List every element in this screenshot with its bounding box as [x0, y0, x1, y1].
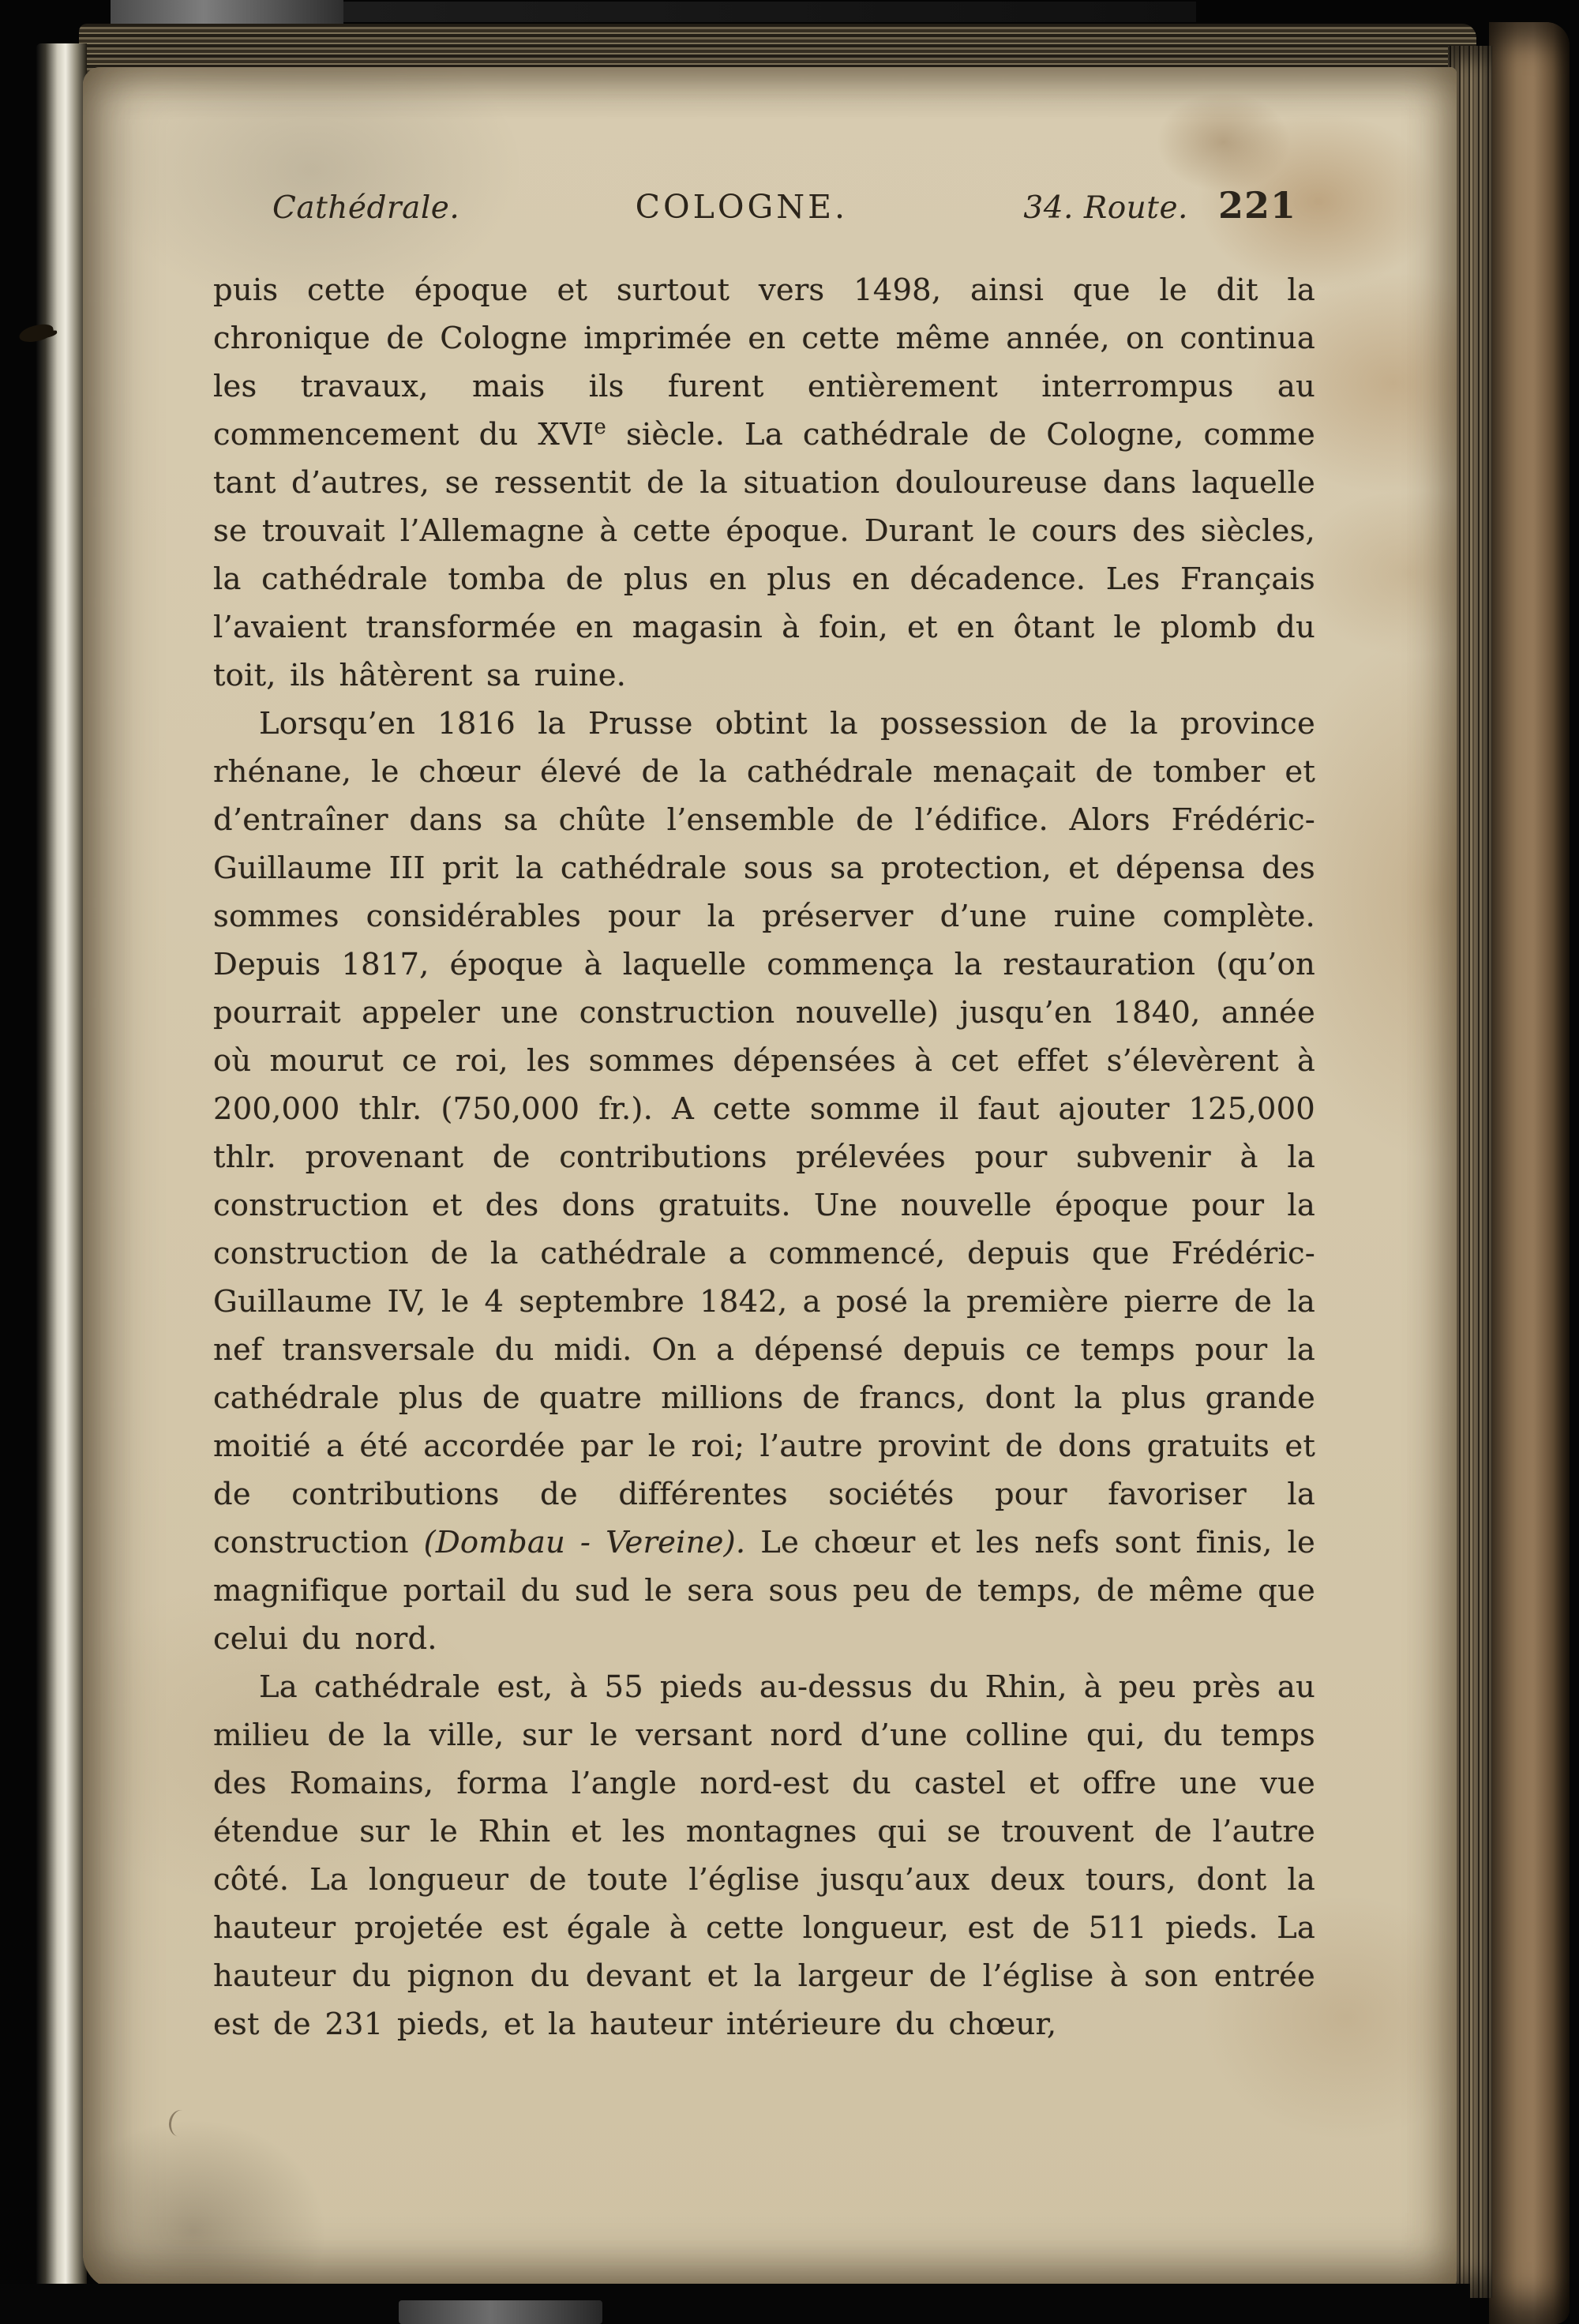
header-section-title: Cathédrale. [272, 190, 460, 226]
paragraph-3-text: La cathédrale est, à 55 pieds au-dessus du Rhin, à peu près au milieu de la ville, sur le versant nord d’une colline qui, du temps des Romains, forma l’angle nord-est du castel et offre une vue étendue sur le Rhin et les montagnes qui se trouvent de l’autre côté. La longueur de toute l’église jusqu’aux deux tours, dont la hauteur projetée est égale à cette longueur, est de 511 pieds. La hauteur du pignon du devant et la largeur de l’église à son entrée est de 231 pieds, et la hauteur intérieure du chœur, [213, 1669, 1315, 2042]
page-edge-left [36, 43, 87, 2290]
bottom-glare [399, 2300, 602, 2324]
page-edges-top [79, 24, 1476, 73]
paragraph-2-text-b: Le chœur et les nefs sont finis, le magnifique portail du sud le sera sous peu de temps, de même que celui du nord. [213, 1525, 1315, 1657]
paragraph-1-superscript: e [594, 415, 606, 440]
header-city-title: COLOGNE. [635, 188, 849, 226]
text-block [213, 266, 1315, 2048]
page-number: 221 [1217, 184, 1296, 227]
header-right-group [1023, 184, 1296, 227]
book-page [83, 67, 1457, 2290]
paragraph-2-italic-term: (Dombau - Vereine). [423, 1525, 746, 1560]
paragraph-1-text-b: siècle. La cathédrale de Cologne, comme tant d’autres, se ressentit de la situation douloureuse dans laquelle se trouvait l’Allemagne à cette époque. Durant le cours des siècles, la cathédrale tomba de plus en plus en décadence. Les Français l’avaient transformée en magasin à foin, et en ôtant le plomb du toit, ils hâtèrent sa ruine. [213, 417, 1315, 693]
header-route-label: 34. Route. [1023, 190, 1188, 226]
paragraph-2-text-a: Lorsqu’en 1816 la Prusse obtint la possession de la province rhénane, le chœur élevé de la cathédrale menaçait de tomber et d’entraîner dans sa chûte l’ensemble de l’édifice. Alors Frédéric-Guillaume III prit la cathédrale sous sa protection, et dépensa des sommes considérables pour la préserver d’une ruine complète. Depuis 1817, époque à laquelle commença la restauration (qu’on pourrait appeler une construction nouvelle) jusqu’en 1840, année où mourut ce roi, les sommes dépensées à cet effet s’élevèrent à 200,000 thlr. (750,000 fr.). A cette somme il faut ajouter 125,000 thlr. provenant de contributions prélevées pour subvenir à la construction et des dons gratuits. Une nouvelle époque pour la construction de la cathédrale a commencé, depuis que Frédéric-Guillaume IV, le 4 septembre 1842, a posé la première pierre de la nef transversale du midi. On a dépensé depuis ce temps pour la cathédrale plus de quatre millions de francs, dont la plus grande moitié a été accordée par le roi; l’autre provint de dons gratuits et de contributions de différentes sociétés pour favoriser la construction [213, 706, 1315, 1560]
book-cover-edge [1489, 22, 1570, 2324]
bottom-strip [0, 2284, 1470, 2324]
top-shadow [343, 2, 1196, 22]
paragraph-1-text-a: puis cette époque et surtout vers 1498, ainsi que le dit la chronique de Cologne imprimée en cette même année, on continua les travaux, mais ils furent entièrement interrompus au commencement du XVI [213, 272, 1315, 452]
page-header [213, 184, 1318, 227]
paragraph-1 [213, 266, 1315, 700]
paragraph-2 [213, 700, 1315, 1663]
paragraph-3 [213, 1663, 1315, 2048]
top-glare [111, 0, 343, 24]
